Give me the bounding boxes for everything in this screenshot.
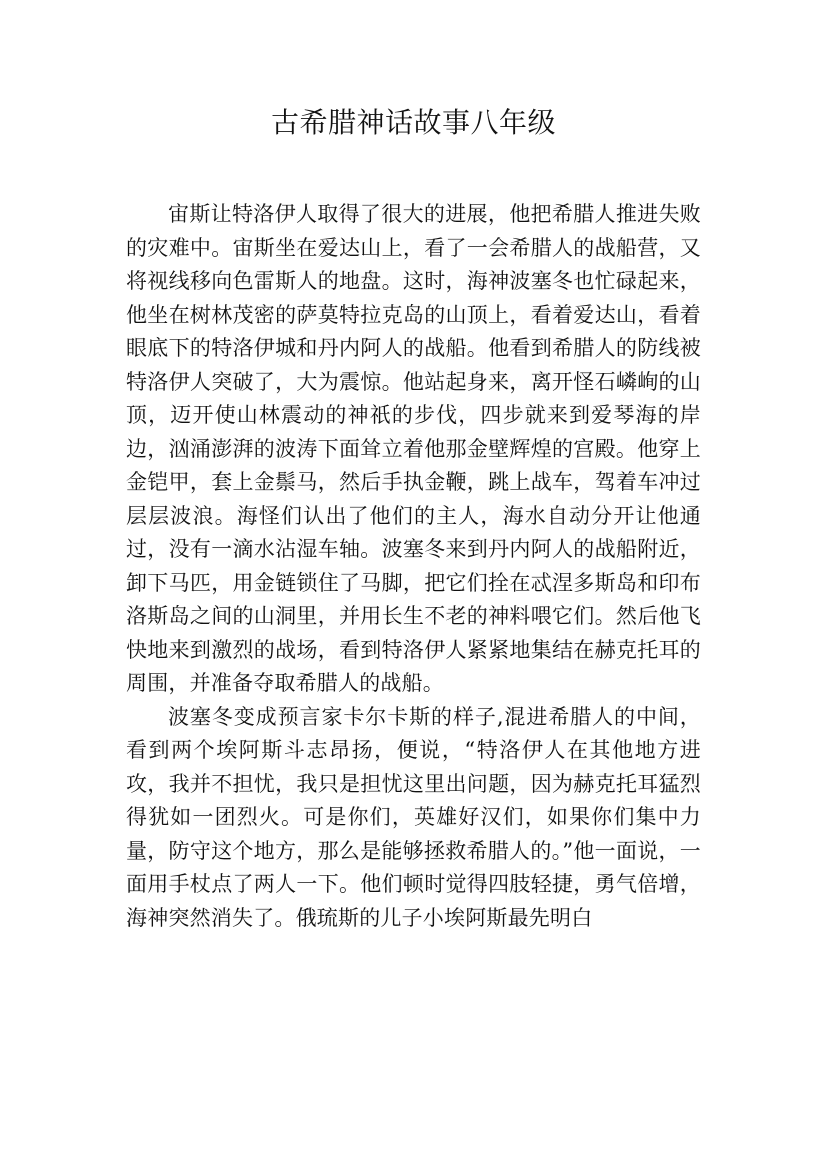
document-title: 古希腊神话故事八年级 [270, 106, 556, 139]
paragraph-2: 波塞冬变成预言家卡尔卡斯的样子,混进希腊人的中间，看到两个埃阿斯斗志昂扬，便说，“特洛伊人在其他地方进攻，我并不担忧，我只是担忧这里出问题，因为赫克托耳猛烈得犹如一团烈火。可是你们，英雄好汉们，如果你们集中力量，防守这个地方，那么是能够拯救希腊人的。”他一面说，一面用手杖点了两人一下。他们顿时觉得四肢轻捷，勇气倍增，海神突然消失了。俄琉斯的儿子小埃阿斯最先明白 [126, 704, 701, 930]
document-body [126, 198, 701, 935]
paragraph-1: 宙斯让特洛伊人取得了很大的进展，他把希腊人推进失败的灾难中。宙斯坐在爱达山上，看了一会希腊人的战船营，又将视线移向色雷斯人的地盘。这时，海神波塞冬也忙碌起来，他坐在树林茂密的萨莫特拉克岛的山顶上，看着爱达山，看着眼底下的特洛伊城和丹内阿人的战船。他看到希腊人的防线被特洛伊人突破了，大为震惊。他站起身来，离开怪石嶙峋的山顶，迈开使山林震动的神祇的步伐，四步就来到爱琴海的岸边，汹涌澎湃的波涛下面耸立着他那金壁辉煌的宫殿。他穿上金铠甲，套上金鬃马，然后手执金鞭，跳上战车，驾着车冲过层层波浪。海怪们认出了他们的主人，海水自动分开让他通过，没有一滴水沾湿车轴。波塞冬来到丹内阿人的战船附近，卸下马匹，用金链锁住了马脚，把它们拴在忒涅多斯岛和印布洛斯岛之间的山洞里，并用长生不老的神料喂它们。然后他飞快地来到激烈的战场，看到特洛伊人紧紧地集结在赫克托耳的周围，并准备夺取希腊人的战船。 [126, 202, 701, 695]
